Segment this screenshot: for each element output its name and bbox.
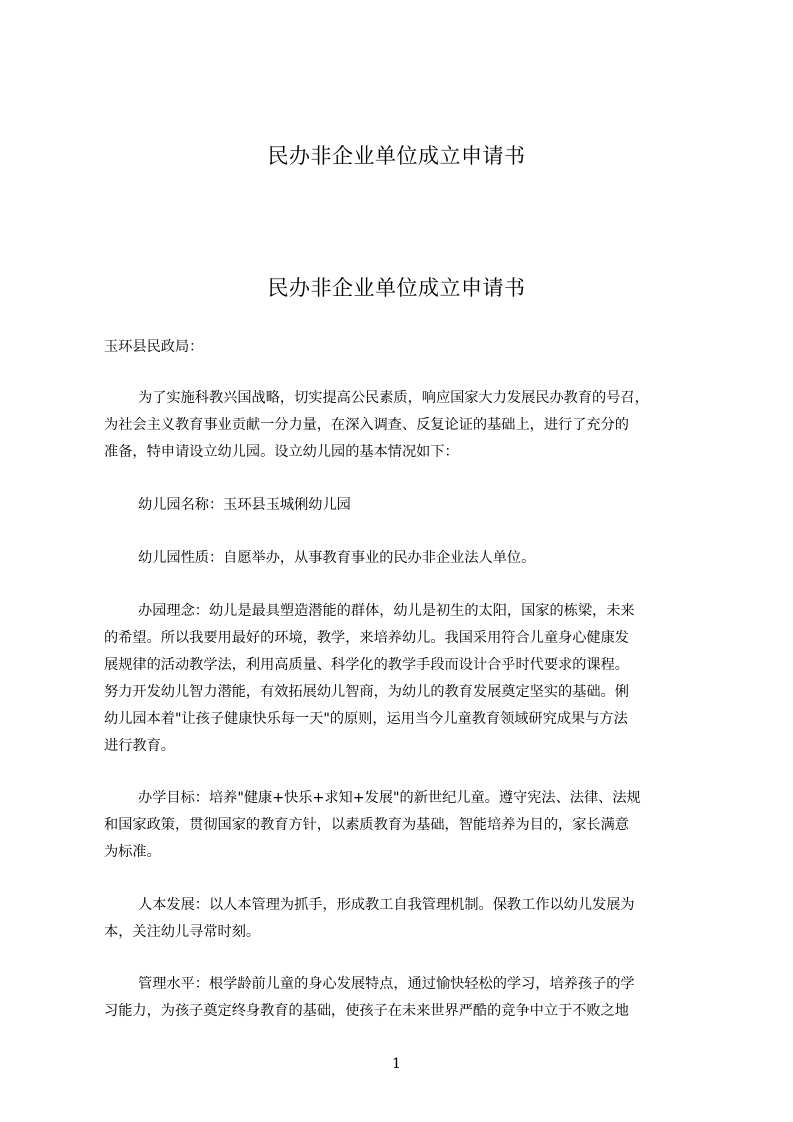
development-line: 本，关注幼儿寻常时刻。 bbox=[104, 924, 261, 940]
intro-line: 为了实施科教兴国战略，切实提高公民素质，响应国家大力发展民办教育的号召， bbox=[138, 390, 649, 406]
intro-line: 准备，特申请设立幼儿园。设立幼儿园的基本情况如下： bbox=[104, 444, 459, 460]
kindergarten-nature: 幼儿园性质：自愿举办，从事教育事业的民办非企业法人单位。 bbox=[138, 550, 536, 566]
document-title: 民办非企业单位成立申请书 bbox=[267, 276, 526, 300]
management-paragraph bbox=[104, 971, 700, 1025]
management-line: 习能力，为孩子奠定终身教育的基础，使孩子在未来世界严酷的竞争中立于不败之地 bbox=[104, 1003, 629, 1019]
development-paragraph bbox=[104, 892, 700, 946]
intro-paragraph bbox=[104, 385, 700, 466]
development-line: 人本发展：以人本管理为抓手，形成教工自我管理机制。保教工作以幼儿发展为 bbox=[138, 897, 635, 913]
goal-line: 为标准。 bbox=[104, 844, 161, 860]
philosophy-line: 展规律的活动教学法，利用高质量、科学化的教学手段而设计合乎时代要求的课程。 bbox=[104, 657, 629, 673]
goal-line: 和国家政策，贯彻国家的教育方针，以素质教育为基础，智能培养为目的，家长满意 bbox=[104, 817, 629, 833]
philosophy-paragraph bbox=[104, 598, 700, 760]
kindergarten-name: 幼儿园名称：玉环县玉城俐幼儿园 bbox=[138, 497, 351, 513]
intro-line: 为社会主义教育事业贡献一分力量，在深入调查、反复论证的基础上，进行了充分的 bbox=[104, 417, 629, 433]
goal-paragraph bbox=[104, 785, 700, 866]
philosophy-line: 幼儿园本着"让孩子健康快乐每一天"的原则，运用当今儿童教育领域研究成果与方法 bbox=[104, 711, 628, 727]
management-line: 管理水平：根学龄前儿童的身心发展特点，通过愉快轻松的学习，培养孩子的学 bbox=[138, 976, 635, 992]
salutation: 玉环县民政局： bbox=[104, 339, 204, 355]
philosophy-line: 进行教育。 bbox=[104, 738, 175, 754]
page-number: 1 bbox=[392, 1056, 401, 1072]
philosophy-line: 办园理念：幼儿是最具塑造潜能的群体，幼儿是初生的太阳，国家的栋梁，未来 bbox=[138, 603, 635, 619]
goal-line: 办学目标：培养"健康+快乐+求知+发展"的新世纪儿童。遵守宪法、法律、法规 bbox=[138, 790, 641, 806]
cover-title: 民办非企业单位成立申请书 bbox=[267, 144, 526, 168]
philosophy-line: 的希望。所以我要用最好的环境，教学，来培养幼儿。我国采用符合儿童身心健康发 bbox=[104, 630, 629, 646]
philosophy-line: 努力开发幼儿智力潜能，有效拓展幼儿智商，为幼儿的教育发展奠定坚实的基础。俐 bbox=[104, 684, 629, 700]
